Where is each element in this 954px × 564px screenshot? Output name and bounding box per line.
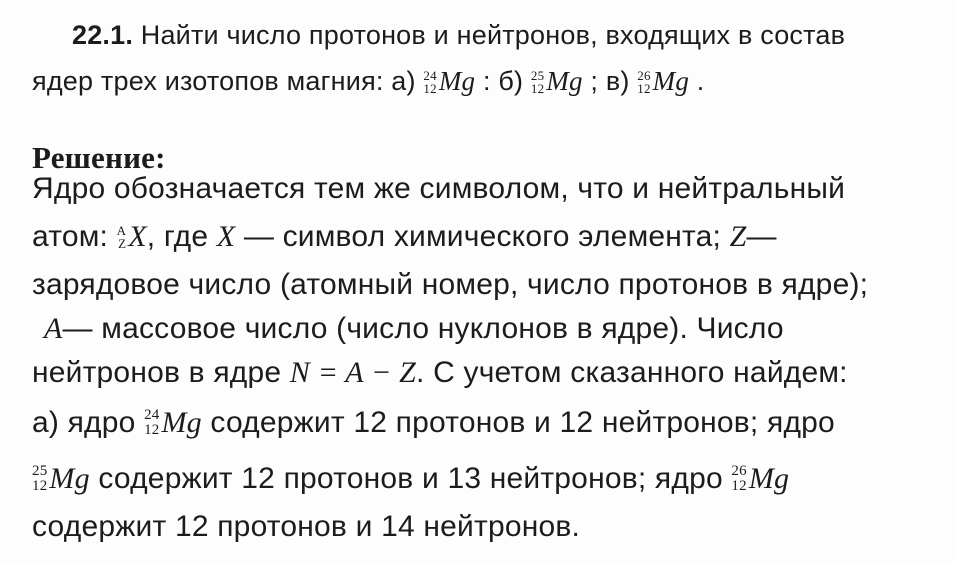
separator-b: : б) (482, 66, 524, 96)
nuclide-mg26: 26 12 Mg (731, 462, 790, 495)
solution-line-2: атом: A Z X, где X — символ химического элемента; Z— (32, 220, 777, 253)
isotope-mg24: 24 12 Mg (423, 66, 476, 96)
problem-number: 22.1. (72, 20, 134, 50)
solution-heading: Решение: (32, 140, 166, 175)
solution-line-5: нейтронов в ядре N = A − Z. С учетом сказанного найдем: (32, 356, 848, 389)
problem-line-2 (32, 66, 704, 97)
generic-nuclide: A Z X (116, 220, 147, 253)
solution-line-8: содержит 12 протонов и 14 нейтронов. (32, 510, 581, 543)
nuclide-mg24: 24 12 Mg (144, 406, 202, 439)
isotope-mg25: 25 12 Mg (530, 66, 583, 96)
problem-text-2: ядер трех изотопов магния: а) (32, 66, 416, 96)
problem-line-1 (72, 20, 845, 51)
solution-line-1: Ядро обозначается тем же символом, что и нейтральный (32, 172, 846, 205)
problem-text-1: Найти число протонов и нейтронов, входящих в состав (140, 20, 846, 50)
neutron-formula: N = A − Z (289, 356, 417, 389)
isotope-mg26: 26 12 Mg (637, 66, 690, 96)
solution-line-4: A— массовое число (число нуклонов в ядре). Число (44, 312, 784, 345)
solution-line-6: а) ядро 24 12 Mg содержит 12 протонов и 12 нейтронов; ядро (32, 406, 835, 439)
solution-line-7: 25 12 Mg содержит 12 протонов и 13 нейтронов; ядро 26 12 Mg (32, 462, 790, 495)
problem-end: . (696, 66, 705, 96)
solution-line-3: зарядовое число (атомный номер, число протонов в ядре); (32, 268, 869, 301)
separator-v: ; в) (590, 66, 630, 96)
nuclide-mg25: 25 12 Mg (32, 462, 90, 495)
